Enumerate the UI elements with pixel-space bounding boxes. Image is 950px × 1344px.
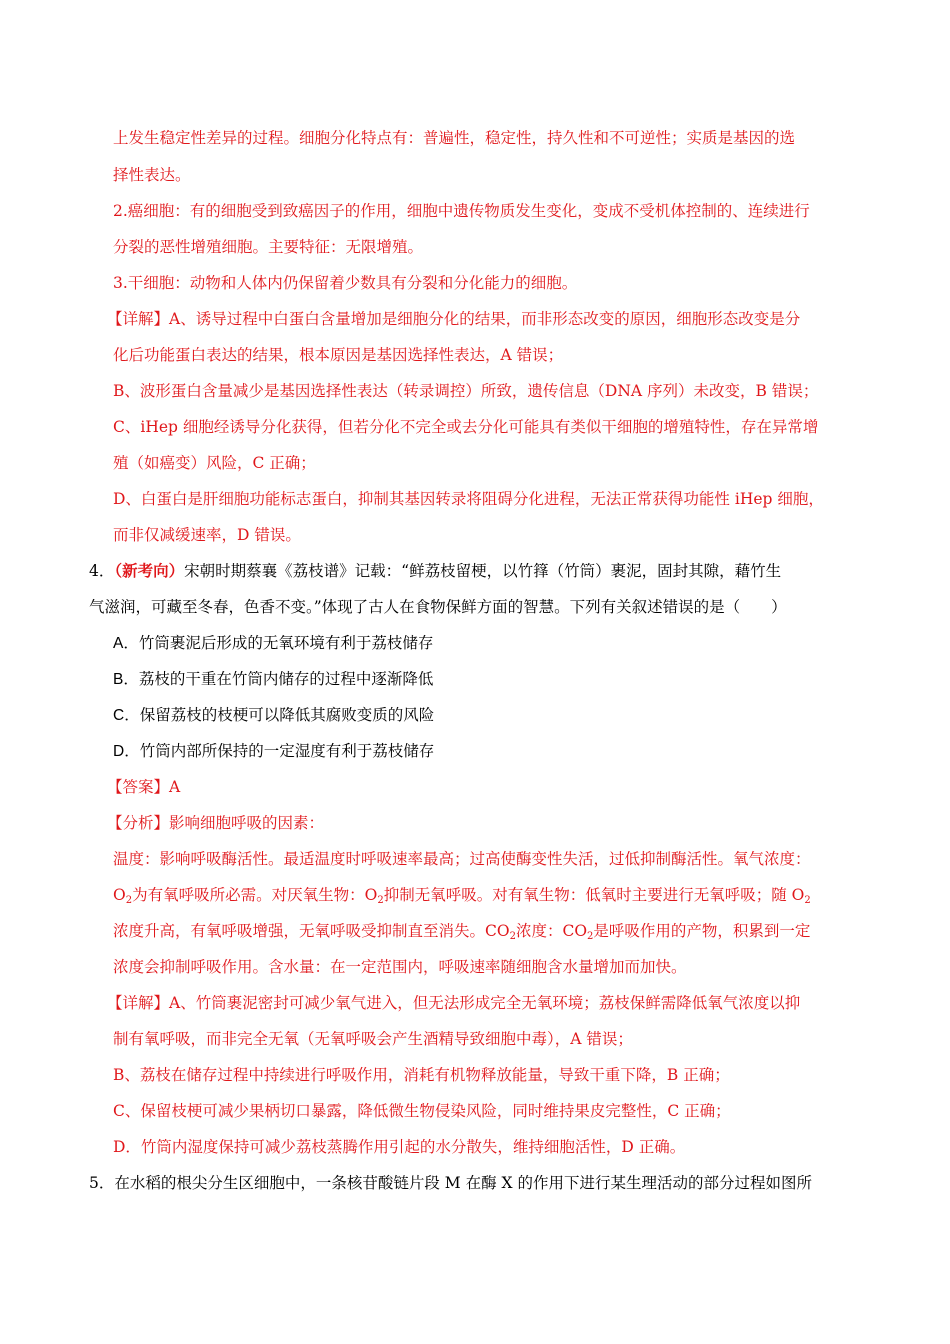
- subscript: 2: [125, 895, 133, 906]
- text-line: 化后功能蛋白表达的结果，根本原因是基因选择性表达，A 错误；: [113, 346, 564, 364]
- subscript: 2: [377, 895, 384, 906]
- question-tag: （新考向）: [114, 561, 185, 580]
- text-segment: 抑制无氧呼吸。对有氧生物：低氧时主要进行无氧呼吸；随 O: [383, 886, 805, 904]
- option-text: 竹筒内部所保持的一定湿度有利于荔枝储存: [139, 742, 435, 760]
- text-segment: 为有氧呼吸所必需。对厌氧生物：O: [132, 886, 378, 904]
- text-line: 3.干细胞：动物和人体内仍保留着少数具有分裂和分化能力的细胞。: [113, 274, 578, 292]
- text-line: 上发生稳定性差异的过程。细胞分化特点有：普遍性，稳定性，持久性和不可逆性；实质是基因的选: [113, 129, 796, 147]
- text-line: [113, 920, 810, 942]
- option-letter: B．: [113, 671, 139, 688]
- answer-value: A: [169, 778, 181, 796]
- formula-o2: O: [113, 886, 126, 904]
- analysis-tag: 【分析】: [107, 814, 170, 832]
- question-5-stem: [89, 1172, 812, 1194]
- option-text: 竹筒裹泥后形成的无氧环境有利于荔枝储存: [138, 634, 434, 652]
- text-line: C、iHep 细胞经诱导分化获得，但若分化不完全或去分化可能具有类似干细胞的增殖特性，存在异常增: [113, 418, 819, 436]
- subscript: 2: [587, 931, 594, 942]
- question-number: 5．: [89, 1174, 115, 1192]
- detail-text: A、竹筒裹泥密封可减少氧气进入，但无法形成完全无氧环境；荔枝保鲜需降低氧气浓度以抑: [169, 994, 801, 1012]
- answer-tag: 【答案】: [107, 778, 170, 796]
- text-line: B、荔枝在储存过程中持续进行呼吸作用，消耗有机物释放能量，导致干重下降，B 正确；: [113, 1066, 730, 1084]
- text-line: 分裂的恶性增殖细胞。主要特征：无限增殖。: [113, 238, 424, 256]
- text-segment: 是呼吸作用的产物，积累到一定: [593, 922, 811, 940]
- option-letter: C．: [113, 707, 140, 724]
- detail-tag: 【详解】: [107, 310, 170, 328]
- text-line: 2.癌细胞：有的细胞受到致癌因子的作用，细胞中遗传物质发生变化，变成不受机体控制的、连续进行: [113, 202, 810, 220]
- option-d: [113, 740, 434, 763]
- option-text: 荔枝的干重在竹筒内储存的过程中逐渐降低: [138, 670, 434, 688]
- question-text: 在水稻的根尖分生区细胞中，一条核苷酸链片段 M 在酶 X 的作用下进行某生理活动的部分过程如图所: [114, 1174, 812, 1192]
- detail-tag: 【详解】: [107, 994, 170, 1012]
- text-line: 而非仅减缓速率，D 错误。: [113, 526, 301, 544]
- question-text: 宋朝时期蔡襄《荔枝谱》记载：“鲜荔枝留梗，以竹箨（竹筒）裹泥，固封其隙，藉竹生: [184, 562, 782, 580]
- text-line: [113, 884, 811, 906]
- analysis-title: 影响细胞呼吸的因素：: [169, 814, 325, 832]
- text-line: 殖（如癌变）风险，C 正确；: [113, 454, 316, 472]
- detail-paragraph: [107, 992, 800, 1014]
- text-line: 制有氧呼吸，而非完全无氧（无氧呼吸会产生酒精导致细胞中毒），A 错误；: [113, 1030, 633, 1048]
- option-c: [113, 704, 434, 727]
- option-letter: D．: [113, 743, 140, 760]
- subscript: 2: [804, 895, 811, 906]
- text-line: B、波形蛋白含量减少是基因选择性表达（转录调控）所致，遗传信息（DNA 序列）未改变，B 错误；: [113, 382, 819, 400]
- subscript: 2: [509, 931, 516, 942]
- question-4-stem: [89, 560, 781, 582]
- text-line: 浓度会抑制呼吸作用。含水量：在一定范围内，呼吸速率随细胞含水量增加而加快。: [113, 958, 687, 976]
- text-line: C、保留枝梗可减少果柄切口暴露，降低微生物侵染风险，同时维持果皮完整性，C 正确；: [113, 1102, 731, 1120]
- question-number: 4．: [89, 562, 115, 580]
- text-segment: 浓度升高，有氧呼吸增强，无氧呼吸受抑制直至消失。CO: [113, 922, 510, 940]
- option-letter: A．: [113, 635, 139, 652]
- detail-text: A、诱导过程中白蛋白含量增加是细胞分化的结果，而非形态改变的原因，细胞形态改变是分: [169, 310, 801, 328]
- text-segment: 浓度：CO: [515, 922, 588, 940]
- text-line: 择性表达。: [113, 166, 191, 184]
- text-line: 温度：影响呼吸酶活性。最适温度时呼吸速率最高；过高使酶变性失活，过低抑制酶活性。氧气浓度：: [113, 850, 811, 868]
- detail-paragraph: [107, 308, 800, 330]
- question-text: 气滋润，可藏至冬春，色香不变。”体现了古人在食物保鲜方面的智慧。下列有关叙述错误的是（ ）: [89, 598, 787, 616]
- answer-line: [107, 776, 180, 798]
- text-line: D、白蛋白是肝细胞功能标志蛋白，抑制其基因转录将阻碍分化进程，无法正常获得功能性 iHep 细胞，: [113, 490, 824, 508]
- option-b: [113, 668, 433, 691]
- option-a: [113, 632, 433, 655]
- text-line: D．竹筒内湿度保持可减少荔枝蒸腾作用引起的水分散失，维持细胞活性，D 正确。: [113, 1138, 686, 1156]
- analysis-line: [107, 812, 324, 834]
- option-text: 保留荔枝的枝梗可以降低其腐败变质的风险: [139, 706, 435, 724]
